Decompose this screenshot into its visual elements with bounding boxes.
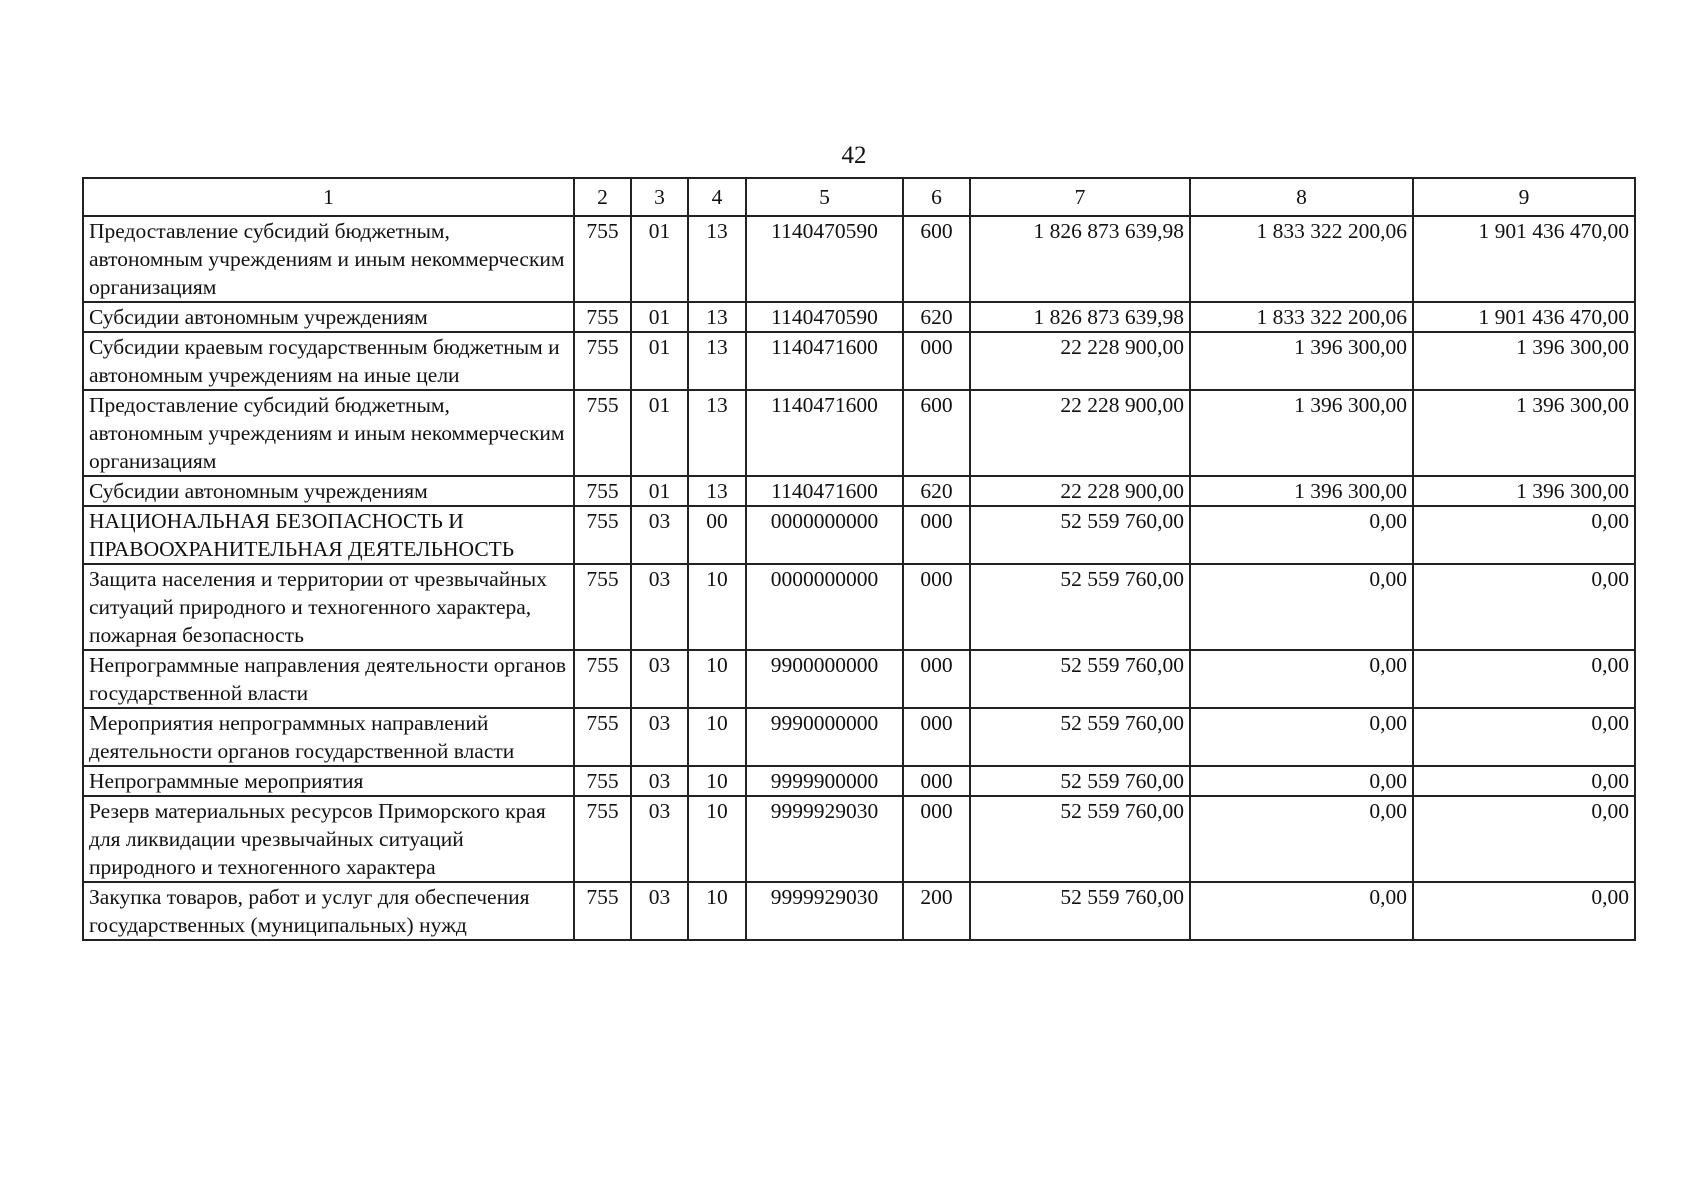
amount-col9: 0,00: [1413, 796, 1635, 882]
amount-col7: 52 559 760,00: [970, 796, 1190, 882]
target-article-code: 1140470590: [746, 302, 903, 332]
table-row: [83, 882, 1635, 940]
column-header: 4: [688, 178, 746, 216]
ministry-code: 755: [574, 882, 631, 940]
amount-col7: 1 826 873 639,98: [970, 302, 1190, 332]
ministry-code: 755: [574, 506, 631, 564]
amount-col7: 22 228 900,00: [970, 390, 1190, 476]
expense-type-code: 000: [903, 796, 970, 882]
amount-col8: 0,00: [1190, 506, 1413, 564]
expense-type-code: 000: [903, 650, 970, 708]
amount-col9: 1 396 300,00: [1413, 390, 1635, 476]
table-row: [83, 390, 1635, 476]
target-article-code: 9990000000: [746, 708, 903, 766]
section-code: 01: [631, 390, 688, 476]
header-row: [83, 178, 1635, 216]
target-article-code: 9999929030: [746, 796, 903, 882]
amount-col9: 0,00: [1413, 506, 1635, 564]
table-row: [83, 650, 1635, 708]
amount-col7: 52 559 760,00: [970, 766, 1190, 796]
row-name: Предоставление субсидий бюджетным, автономным учреждениям и иным некоммерческим организациям: [83, 390, 574, 476]
subsection-code: 13: [688, 302, 746, 332]
section-code: 03: [631, 766, 688, 796]
ministry-code: 755: [574, 332, 631, 390]
row-name: НАЦИОНАЛЬНАЯ БЕЗОПАСНОСТЬ И ПРАВООХРАНИТЕЛЬНАЯ ДЕЯТЕЛЬНОСТЬ: [83, 506, 574, 564]
row-name: Субсидии автономным учреждениям: [83, 302, 574, 332]
section-code: 03: [631, 708, 688, 766]
amount-col7: 22 228 900,00: [970, 332, 1190, 390]
expense-type-code: 000: [903, 708, 970, 766]
row-name: Субсидии автономным учреждениям: [83, 476, 574, 506]
page-number: 42: [841, 142, 867, 169]
subsection-code: 00: [688, 506, 746, 564]
expense-type-code: 620: [903, 476, 970, 506]
amount-col7: 1 826 873 639,98: [970, 216, 1190, 302]
ministry-code: 755: [574, 476, 631, 506]
row-name: Защита населения и территории от чрезвычайных ситуаций природного и техногенного характера, пожарная безопасность: [83, 564, 574, 650]
target-article-code: 0000000000: [746, 506, 903, 564]
section-code: 03: [631, 564, 688, 650]
column-header: 8: [1190, 178, 1413, 216]
amount-col8: 1 396 300,00: [1190, 476, 1413, 506]
amount-col8: 0,00: [1190, 766, 1413, 796]
section-code: 03: [631, 650, 688, 708]
amount-col9: 0,00: [1413, 882, 1635, 940]
table-row: [83, 708, 1635, 766]
subsection-code: 10: [688, 650, 746, 708]
amount-col8: 0,00: [1190, 650, 1413, 708]
amount-col7: 52 559 760,00: [970, 564, 1190, 650]
ministry-code: 755: [574, 766, 631, 796]
section-code: 01: [631, 216, 688, 302]
section-code: 01: [631, 302, 688, 332]
subsection-code: 10: [688, 708, 746, 766]
table-row: [83, 766, 1635, 796]
column-header: 1: [83, 178, 574, 216]
row-name: Резерв материальных ресурсов Приморского края для ликвидации чрезвычайных ситуаций природного и техногенного характера: [83, 796, 574, 882]
row-name: Субсидии краевым государственным бюджетным и автономным учреждениям на иные цели: [83, 332, 574, 390]
subsection-code: 13: [688, 216, 746, 302]
amount-col9: 0,00: [1413, 766, 1635, 796]
amount-col9: 1 901 436 470,00: [1413, 216, 1635, 302]
budget-table: [82, 177, 1636, 941]
row-name: Закупка товаров, работ и услуг для обеспечения государственных (муниципальных) нужд: [83, 882, 574, 940]
row-name: Непрограммные мероприятия: [83, 766, 574, 796]
row-name: Мероприятия непрограммных направлений деятельности органов государственной власти: [83, 708, 574, 766]
column-header: 6: [903, 178, 970, 216]
table-row: [83, 332, 1635, 390]
amount-col9: 0,00: [1413, 708, 1635, 766]
expense-type-code: 000: [903, 564, 970, 650]
section-code: 01: [631, 332, 688, 390]
amount-col8: 1 396 300,00: [1190, 390, 1413, 476]
column-header: 3: [631, 178, 688, 216]
row-name: Предоставление субсидий бюджетным, автономным учреждениям и иным некоммерческим организациям: [83, 216, 574, 302]
target-article-code: 9900000000: [746, 650, 903, 708]
amount-col7: 52 559 760,00: [970, 882, 1190, 940]
column-header: 7: [970, 178, 1190, 216]
subsection-code: 10: [688, 796, 746, 882]
amount-col9: 0,00: [1413, 650, 1635, 708]
amount-col8: 0,00: [1190, 882, 1413, 940]
ministry-code: 755: [574, 564, 631, 650]
ministry-code: 755: [574, 302, 631, 332]
amount-col8: 0,00: [1190, 564, 1413, 650]
column-header: 5: [746, 178, 903, 216]
subsection-code: 10: [688, 766, 746, 796]
amount-col7: 52 559 760,00: [970, 708, 1190, 766]
ministry-code: 755: [574, 796, 631, 882]
section-code: 03: [631, 506, 688, 564]
amount-col7: 22 228 900,00: [970, 476, 1190, 506]
section-code: 03: [631, 796, 688, 882]
ministry-code: 755: [574, 216, 631, 302]
target-article-code: 9999929030: [746, 882, 903, 940]
section-code: 03: [631, 882, 688, 940]
amount-col7: 52 559 760,00: [970, 506, 1190, 564]
expense-type-code: 600: [903, 216, 970, 302]
subsection-code: 10: [688, 882, 746, 940]
target-article-code: 1140471600: [746, 390, 903, 476]
expense-type-code: 600: [903, 390, 970, 476]
target-article-code: 1140470590: [746, 216, 903, 302]
table-row: [83, 302, 1635, 332]
expense-type-code: 000: [903, 332, 970, 390]
table-row: [83, 506, 1635, 564]
amount-col9: 1 396 300,00: [1413, 476, 1635, 506]
ministry-code: 755: [574, 390, 631, 476]
subsection-code: 10: [688, 564, 746, 650]
expense-type-code: 620: [903, 302, 970, 332]
column-header: 2: [574, 178, 631, 216]
target-article-code: 9999900000: [746, 766, 903, 796]
ministry-code: 755: [574, 708, 631, 766]
amount-col8: 1 396 300,00: [1190, 332, 1413, 390]
expense-type-code: 000: [903, 766, 970, 796]
ministry-code: 755: [574, 650, 631, 708]
amount-col7: 52 559 760,00: [970, 650, 1190, 708]
table-row: [83, 476, 1635, 506]
section-code: 01: [631, 476, 688, 506]
target-article-code: 1140471600: [746, 332, 903, 390]
amount-col8: 1 833 322 200,06: [1190, 216, 1413, 302]
subsection-code: 13: [688, 332, 746, 390]
expense-type-code: 000: [903, 506, 970, 564]
table-row: [83, 564, 1635, 650]
target-article-code: 1140471600: [746, 476, 903, 506]
target-article-code: 0000000000: [746, 564, 903, 650]
amount-col9: 0,00: [1413, 564, 1635, 650]
amount-col8: 0,00: [1190, 796, 1413, 882]
row-name: Непрограммные направления деятельности органов государственной власти: [83, 650, 574, 708]
subsection-code: 13: [688, 390, 746, 476]
amount-col8: 1 833 322 200,06: [1190, 302, 1413, 332]
amount-col8: 0,00: [1190, 708, 1413, 766]
table-row: [83, 796, 1635, 882]
amount-col9: 1 901 436 470,00: [1413, 302, 1635, 332]
expense-type-code: 200: [903, 882, 970, 940]
table-row: [83, 216, 1635, 302]
column-header: 9: [1413, 178, 1635, 216]
amount-col9: 1 396 300,00: [1413, 332, 1635, 390]
subsection-code: 13: [688, 476, 746, 506]
